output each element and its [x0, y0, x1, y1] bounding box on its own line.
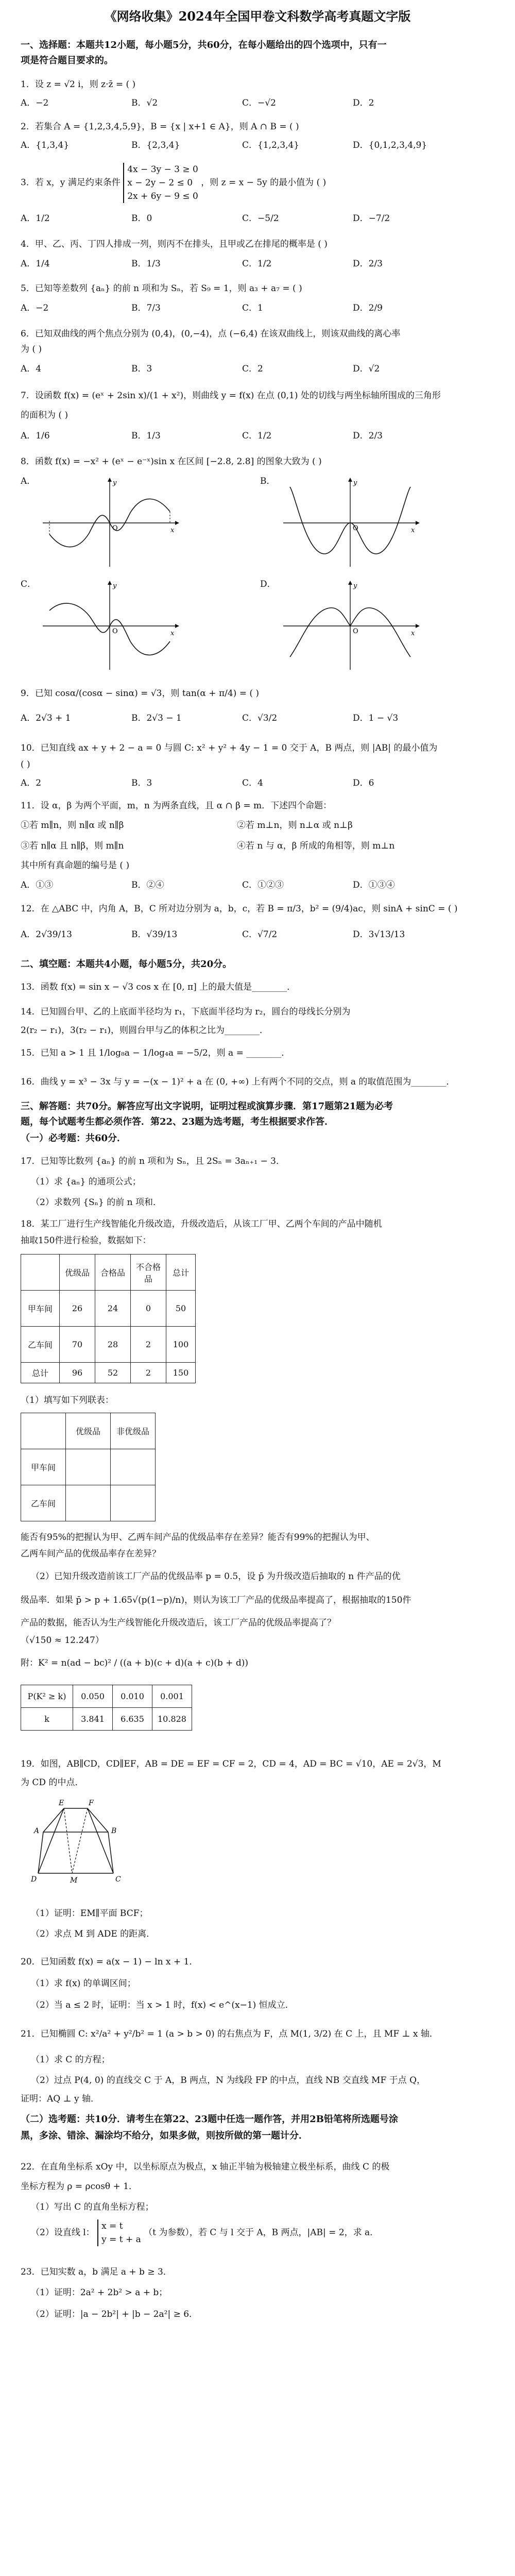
- fig-label-m: M: [70, 1876, 78, 1885]
- q5-option-d: D．2/9: [353, 303, 383, 313]
- q8-label-c: C．: [21, 579, 37, 589]
- q7-option-a: A．1/6: [21, 431, 50, 441]
- q19-stem-cont: 为 CD 的中点．: [21, 1777, 84, 1788]
- q2-options: [21, 138, 464, 152]
- table-cell-blank: [111, 1449, 156, 1485]
- q3-options: [21, 211, 464, 226]
- q1-option-a: A．−2: [21, 98, 49, 108]
- q23-part2: （2）证明：|a − 2b²| + |b − 2a²| ≥ 6．: [31, 2309, 198, 2319]
- table-cell: 100: [166, 1327, 196, 1363]
- q4-option-a: A．1/4: [21, 259, 50, 269]
- svg-text:y: y: [353, 479, 357, 487]
- table-cell: 26: [60, 1291, 95, 1327]
- q1-options: [21, 96, 464, 110]
- q22-part2: [31, 2219, 379, 2246]
- q8-graph-a: [40, 477, 179, 569]
- q22-line-eq-1: x = t: [101, 2221, 123, 2231]
- part1-heading-cont: 项是符合题目要求的。: [21, 55, 113, 66]
- table-cell-blank: [66, 1485, 111, 1521]
- fig-label-a: A: [34, 1827, 40, 1835]
- q22-line-system: [97, 2219, 141, 2246]
- q8-graph-c: [40, 580, 179, 672]
- q6-option-a: A．4: [21, 364, 42, 374]
- q21-part2: （2）过点 P(4, 0) 的直线交 C 于 A，B 两点，N 为线段 FP 的中点，直线 NB 交直线 MF 于点 Q，: [31, 2075, 426, 2086]
- table-cell: 10.828: [152, 1708, 192, 1731]
- q17-stem: 17．已知等比数列 {aₙ} 的前 n 项和为 Sₙ，且 2Sₙ = 3aₙ₊₁ − 3．: [21, 1156, 285, 1166]
- q18-stem: 18．某工厂进行生产线智能化升级改造，升级改造后，从该工厂甲、乙两个车间的产品中随机: [21, 1219, 382, 1229]
- q4-option-d: D．2/3: [353, 259, 383, 269]
- table-cell: 乙车间: [21, 1327, 60, 1363]
- q3-stem-lead: 3．若 x，y 满足约束条件: [21, 177, 121, 188]
- q8-graph-d: [281, 580, 420, 672]
- q10-option-b: B．3: [131, 778, 152, 788]
- q17-part2: （2）求数列 {Sₙ} 的前 n 项和．: [31, 1197, 162, 1208]
- table-cell: 0.050: [73, 1685, 113, 1708]
- q14-stem: 14．已知圆台甲、乙的上底面半径均为 r₁，下底面半径均为 r₂，圆台的母线长分别为: [21, 1007, 351, 1017]
- q3-option-a: A．1/2: [21, 213, 50, 224]
- table-cell: 70: [60, 1327, 95, 1363]
- q11-option-c: C．①②③: [242, 880, 284, 890]
- q1-option-d: D．2: [353, 98, 374, 108]
- q7-option-b: B．1/3: [131, 431, 161, 441]
- svg-text:y: y: [113, 582, 117, 590]
- q6-stem-cont: 为 ( ): [21, 344, 42, 354]
- q18-stem-cont: 抽取150件进行检验，数据如下：: [21, 1235, 151, 1246]
- q11-prop-2: ②若 m⊥n，则 n⊥α 或 n⊥β: [237, 820, 353, 831]
- q4-option-c: C．1/2: [242, 259, 272, 269]
- table-cell: 2: [131, 1363, 166, 1383]
- part2-heading: 二、填空题：本题共4小题，每小题5分，共20分。: [21, 959, 232, 970]
- q2-option-a: A．{1,3,4}: [21, 140, 70, 150]
- q10-option-a: A．2: [21, 778, 42, 788]
- q7-option-c: C．1/2: [242, 431, 272, 441]
- svg-text:O: O: [112, 628, 118, 635]
- table-cell-blank: [111, 1485, 156, 1521]
- fig-label-e: E: [59, 1799, 64, 1807]
- svg-text:x: x: [411, 630, 415, 637]
- q18-fill-table: [21, 1413, 156, 1521]
- table-header-cell: 优级品: [60, 1255, 95, 1291]
- table-cell: 0.010: [113, 1685, 152, 1708]
- q10-option-d: D．6: [353, 778, 374, 788]
- q9-options: [21, 711, 464, 725]
- q21-part2-cont: 证明：AQ ⊥ y 轴．: [21, 2094, 100, 2104]
- q16-stem: 16．曲线 y = x³ − 3x 与 y = −(x − 1)² + a 在 (0, +∞) 上有两个不同的交点，则 a 的取值范围为________．: [21, 1077, 455, 1087]
- q3-option-b: B．0: [131, 213, 152, 224]
- q2-option-c: C．{1,2,3,4}: [242, 140, 300, 150]
- part3-subheading: （一）必考题：共60分．: [21, 1133, 127, 1144]
- q18-k-table: [21, 1685, 192, 1731]
- q14-stem-cont: 2(r₂ − r₁)，3(r₂ − r₁)，则圆台甲与乙的体积之比为________．: [21, 1025, 269, 1036]
- table-cell: 2: [131, 1327, 166, 1363]
- table-header-cell: [21, 1413, 66, 1449]
- svg-text:O: O: [112, 524, 118, 532]
- q7-stem-cont: 的面积为 ( ): [21, 410, 68, 420]
- q23-stem: 23．已知实数 a，b 满足 a + b ≥ 3．: [21, 2267, 172, 2277]
- table-header-cell: 非优级品: [111, 1413, 156, 1449]
- q20-stem: 20．已知函数 f(x) = a(x − 1) − ln x + 1．: [21, 1957, 198, 1967]
- q22-stem: 22．在直角坐标系 xOy 中，以坐标原点为极点，x 轴正半轴为极轴建立极坐标系，曲线 C 的极: [21, 2162, 390, 2172]
- table-header-cell: 合格品: [95, 1255, 131, 1291]
- fig-label-b: B: [111, 1827, 117, 1835]
- q23-part1: （1）证明：2a² + 2b² > a + b；: [31, 2287, 168, 2298]
- q19-part1: （1）证明：EM∥平面 BCF；: [31, 1908, 148, 1919]
- part1-heading: 一、选择题：本题共12小题，每小题5分，共60分，在每小题给出的四个选项中，只有一: [21, 40, 387, 50]
- q18-part1: 能否有95%的把握认为甲、乙两车间产品的优级品率存在差异？能否有99%的把握认为甲、: [21, 1532, 375, 1543]
- q6-option-d: D．√2: [353, 364, 380, 374]
- table-cell: 50: [166, 1291, 196, 1327]
- svg-text:y: y: [113, 479, 117, 487]
- q22-part2-lead: （2）设直线 l：: [31, 2227, 95, 2238]
- q3-constraint-2: x − 2y − 2 ≤ 0: [127, 178, 193, 188]
- q7-option-d: D．2/3: [353, 431, 383, 441]
- q18-data-table: [21, 1254, 196, 1383]
- fig-label-f: F: [89, 1799, 94, 1807]
- q3-stem-tail: ，则 z = x − 5y 的最小值为 ( ): [201, 177, 327, 188]
- q6-option-b: B．3: [131, 364, 152, 374]
- table-cell: 3.841: [73, 1708, 113, 1731]
- q8-stem: 8．函数 f(x) = −x² + (eˣ − e⁻ˣ)sin x 在区间 [−2.8, 2.8] 的图象大致为 ( ): [21, 456, 322, 467]
- q9-stem: 9．已知 cosα/(cosα − sinα) = √3，则 tan(α + π/4) = ( ): [21, 688, 260, 699]
- svg-text:O: O: [353, 524, 358, 532]
- q5-stem: 5．已知等差数列 {aₙ} 的前 n 项和为 Sₙ，若 S₉ = 1，则 a₃ + a₇ = ( ): [21, 283, 302, 294]
- q12-stem: 12．在 △ABC 中，内角 A，B，C 所对边分别为 a，b，c，若 B = π/3，b² = (9/4)ac，则 sinA + sinC = ( ): [21, 904, 458, 914]
- q22-line-eq-2: y = t + a: [101, 2234, 141, 2245]
- q9-option-a: A．2√3 + 1: [21, 713, 71, 723]
- table-cell: P(K² ≥ k): [21, 1685, 73, 1708]
- table-cell: 96: [60, 1363, 95, 1383]
- q3-constraint-3: 2x + 6y − 9 ≤ 0: [127, 191, 198, 201]
- q12-option-c: C．√7/2: [242, 929, 278, 940]
- q4-option-b: B．1/3: [131, 259, 161, 269]
- q4-options: [21, 257, 464, 271]
- q2-stem: 2．若集合 A = {1,2,3,4,5,9}，B = {x | x+1 ∈ A}，则 A ∩ B = ( ): [21, 122, 299, 132]
- table-cell: 150: [166, 1363, 196, 1383]
- q18-fill-label: （1）填写如下列联表：: [21, 1395, 114, 1405]
- table-row: [21, 1449, 156, 1485]
- q4-stem: 4．甲、乙、丙、丁四人排成一列，则丙不在排头，且甲或乙在排尾的概率是 ( ): [21, 239, 328, 249]
- q18-part2-cont2: 产品的数据，能否认为生产线智能化升级改造后，该工厂产品的优级品率提高了？: [21, 1618, 336, 1628]
- q20-part2: （2）当 a ≤ 2 时，证明：当 x > 1 时，f(x) < e^(x−1) 恒成立．: [31, 2000, 294, 2010]
- q7-stem: 7．设函数 f(x) = (eˣ + 2sin x)/(1 + x²)，则曲线 y = f(x) 在点 (0,1) 处的切线与两坐标轴所围成的三角形: [21, 391, 441, 401]
- table-cell: 28: [95, 1327, 131, 1363]
- q19-part2: （2）求点 M 到 ADE 的距离．: [31, 1929, 156, 1939]
- q11-prop-1: ①若 m∥n，则 n∥α 或 n∥β: [21, 820, 124, 831]
- q5-option-b: B．7/3: [131, 303, 161, 313]
- table-header-cell: 优级品: [66, 1413, 111, 1449]
- q2-option-b: B．{2,3,4}: [131, 140, 180, 150]
- q10-option-c: C．4: [242, 778, 263, 788]
- q18-part1-cont: 乙两车间产品的优级品率存在差异？: [21, 1549, 161, 1559]
- table-header-cell: 总计: [166, 1255, 196, 1291]
- q3-constraint-1: 4x − 3y − 3 ≥ 0: [127, 164, 198, 175]
- table-row: [21, 1485, 156, 1521]
- q20-part1: （1）求 f(x) 的单调区间；: [31, 1978, 136, 1989]
- q11-tail: 其中所有真命题的编号是 ( ): [21, 860, 130, 871]
- table-cell: 0: [131, 1291, 166, 1327]
- table-row: [21, 1708, 192, 1731]
- table-cell: k: [21, 1708, 73, 1731]
- q10-stem-cont: ( ): [21, 759, 30, 770]
- q3-stem: [21, 163, 326, 203]
- table-cell: 6.635: [113, 1708, 152, 1731]
- q19-stem: 19．如图，AB∥CD，CD∥EF，AB = DE = EF = CF = 2，CD = 4，AD = BC = √10，AE = 2√3，M: [21, 1759, 441, 1769]
- table-cell: 甲车间: [21, 1291, 60, 1327]
- q11-options: [21, 878, 464, 892]
- q12-option-a: A．2√39/13: [21, 929, 72, 940]
- q8-graph-b: [281, 477, 420, 569]
- svg-text:x: x: [411, 527, 415, 534]
- q22-part1: （1）写出 C 的直角坐标方程；: [31, 2202, 154, 2212]
- q11-option-a: A．①③: [21, 880, 54, 890]
- q5-options: [21, 301, 464, 315]
- q11-option-d: D．①③④: [353, 880, 395, 890]
- table-cell: 0.001: [152, 1685, 192, 1708]
- q12-option-b: B．√39/13: [131, 929, 178, 940]
- q5-option-c: C．1: [242, 303, 263, 313]
- q9-option-b: B．2√3 − 1: [131, 713, 182, 723]
- svg-text:x: x: [170, 630, 175, 637]
- q22-part2-tail: （t 为参数），若 C 与 l 交于 A，B 两点，|AB| = 2，求 a．: [144, 2227, 379, 2238]
- q10-options: [21, 776, 464, 790]
- q1-option-b: B．√2: [131, 98, 158, 108]
- table-row: [21, 1327, 196, 1363]
- q11-stem: 11．设 α，β 为两个平面，m，n 为两条直线，且 α ∩ β = m．下述四个命题：: [21, 801, 332, 811]
- q18-formula: 附：K² = n(ad − bc)² / ((a + b)(c + d)(a + c)(b + d)): [21, 1658, 248, 1668]
- fig-label-d: D: [31, 1875, 37, 1884]
- table-cell: 总计: [21, 1363, 60, 1383]
- q13-stem: 13．函数 f(x) = sin x − √3 cos x 在 [0, π] 上的最大值是________．: [21, 982, 296, 992]
- part4-heading: （二）选考题：共10分．请考生在第22、23题中任选一题作答，并用2B铅笔将所选题号涂: [21, 2114, 398, 2125]
- q9-option-c: C．√3/2: [242, 713, 278, 723]
- q11-prop-3: ③若 n∥α 且 n∥β，则 m∥n: [21, 841, 124, 851]
- q6-options: [21, 362, 464, 376]
- q12-option-d: D．3√13/13: [353, 929, 405, 940]
- q18-part2: （2）已知升级改造前该工厂产品的优级品率 p = 0.5，设 p̄ 为升级改造后抽取的 n 件产品的优: [31, 1571, 401, 1582]
- q18-sqrt-note: （√150 ≈ 12.247）: [21, 1635, 104, 1646]
- q11-prop-4: ④若 n 与 α，β 所成的角相等，则 m⊥n: [237, 841, 395, 851]
- table-cell: 24: [95, 1291, 131, 1327]
- table-cell: 乙车间: [21, 1485, 66, 1521]
- fig-label-c: C: [115, 1875, 121, 1884]
- table-header-cell: 不合格品: [131, 1255, 166, 1291]
- q17-part1: （1）求 {aₙ} 的通项公式；: [31, 1177, 141, 1187]
- q6-stem: 6．已知双曲线的两个焦点分别为 (0,4)，(0,−4)，点 (−6,4) 在该双曲线上，则该双曲线的离心率: [21, 329, 401, 339]
- q9-option-d: D．1 − √3: [353, 713, 399, 723]
- page-title: 《网络收集》2024年全国甲卷文科数学高考真题文字版: [104, 9, 411, 24]
- q3-option-d: D．−7/2: [353, 213, 390, 224]
- table-row: [21, 1685, 192, 1708]
- q8-label-b: B．: [260, 476, 276, 486]
- table-cell: 甲车间: [21, 1449, 66, 1485]
- part3-heading-cont: 题，每个试题考生都必须作答．第22、23题为选考题，考生根据要求作答．: [21, 1116, 334, 1127]
- q1-stem: 1．设 z = √2 i，则 z·z̄ = ( ): [21, 79, 136, 90]
- q21-stem: 21．已知椭圆 C: x²/a² + y²/b² = 1 (a > b > 0) 的右焦点为 F，点 M(1, 3/2) 在 C 上，且 MF ⊥ x 轴．: [21, 2029, 438, 2039]
- table-header-cell: [21, 1255, 60, 1291]
- q8-label-a: A．: [21, 476, 36, 486]
- q10-stem: 10．已知直线 ax + y + 2 − a = 0 与圆 C: x² + y² + 4y − 1 = 0 交于 A，B 两点，则 |AB| 的最小值为: [21, 743, 438, 753]
- part4-heading-cont: 黑，多涂、错涂、漏涂均不给分，如果多做，则按所做的第一题计分．: [21, 2130, 308, 2141]
- q7-options: [21, 429, 464, 443]
- q1-option-c: C．−√2: [242, 98, 276, 108]
- svg-text:x: x: [170, 527, 175, 534]
- q22-stem-cont: 坐标方程为 ρ = ρcosθ + 1．: [21, 2181, 138, 2192]
- q6-option-c: C．2: [242, 364, 263, 374]
- svg-text:O: O: [353, 628, 358, 635]
- table-cell-blank: [66, 1449, 111, 1485]
- table-row: [21, 1363, 196, 1383]
- table-row: [21, 1291, 196, 1327]
- q18-part2-cont: 级品率．如果 p̄ > p + 1.65√(p(1−p)/n)，则认为该工厂产品的优级品率提高了，根据抽取的150件: [21, 1595, 411, 1605]
- q19-figure: [31, 1797, 134, 1895]
- q5-option-a: A．−2: [21, 303, 49, 313]
- q12-options: [21, 927, 464, 942]
- q3-option-c: C．−5/2: [242, 213, 279, 224]
- q11-option-b: B．②④: [131, 880, 164, 890]
- q2-option-d: D．{0,1,2,3,4,9}: [353, 140, 427, 150]
- q8-label-d: D．: [260, 579, 276, 589]
- q21-part1: （1）求 C 的方程；: [31, 2055, 110, 2065]
- q15-stem: 15．已知 a > 1 且 1/log₈a − 1/log₄a = −5/2，则 a = ________．: [21, 1048, 290, 1058]
- table-cell: 52: [95, 1363, 131, 1383]
- q3-constraint-system: [123, 163, 198, 203]
- part3-heading: 三、解答题：共70分。解答应写出文字说明，证明过程或演算步骤．第17题第21题为必考: [21, 1101, 393, 1112]
- svg-text:y: y: [353, 582, 357, 590]
